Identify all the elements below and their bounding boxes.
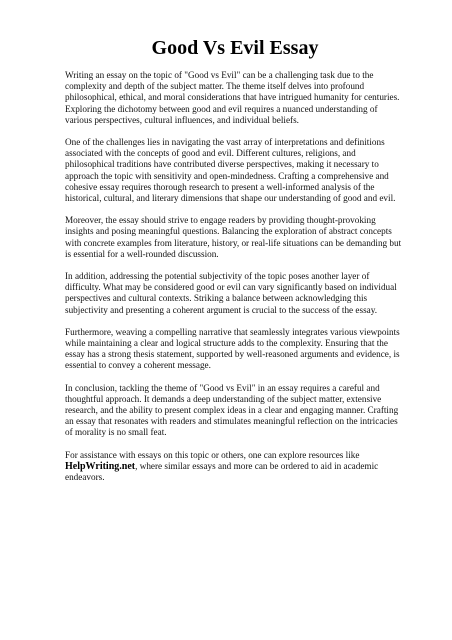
paragraph-closing — [65, 450, 405, 484]
paragraph-challenges: One of the challenges lies in navigating the vast array of interpretations and definitions associated with the concepts of good and evil. Different cultures, religions, and philosophical traditions have contributed diverse perspectives, making it necessary to approach the topic with sensitivity and open-mindedness. Crafting a comprehensive and cohesive essay requires thorough research to present a well-informed analysis of the historical, cultural, and literary dimensions that shape our understanding of good and evil. — [65, 137, 396, 204]
closing-text-after: , where similar essays and more can be ordered to aid in academic endeavors. — [65, 460, 379, 483]
paragraph-conclusion: In conclusion, tackling the theme of "Good vs Evil" in an essay requires a careful and thoughtful approach. It demands a deep understanding of the subject matter, extensive research, and the ability to present complex ideas in a clear and engaging manner. Crafting an essay that resonates with readers and stimulates meaningful reflection on the intricacies of morality is no small feat. — [65, 382, 399, 438]
closing-text-before: For assistance with essays on this topic or others, one can explore resources like — [65, 449, 360, 460]
paragraph-narrative: Furthermore, weaving a compelling narrative that seamlessly integrates various viewpoints while maintaining a clear and logical structure adds to the complexity. Ensuring that the essay has a strong thesis statement, supported by well-reasoned arguments and evidence, is essential to convey a coherent message. — [65, 326, 400, 371]
page-title: Good Vs Evil Essay — [151, 37, 319, 59]
helpwriting-link[interactable]: HelpWriting.net — [65, 460, 136, 472]
paragraph-intro: Writing an essay on the topic of "Good vs Evil" can be a challenging task due to the complexity and depth of the subject matter. The theme itself delves into profound philosophical, ethical, and moral considerations that have intrigued humanity for centuries. Exploring the dichotomy between good and evil requires a nuanced understanding of various perspectives, cultural influences, and individual beliefs. — [65, 70, 400, 125]
paragraph-subjectivity: In addition, addressing the potential subjectivity of the topic poses another layer of difficulty. What may be considered good or evil can vary significantly based on individual perspectives and cultural contexts. Striking a balance between acknowledging this subjectivity and presenting a coherent argument is crucial to the success of the essay. — [65, 271, 397, 315]
paragraph-engagement: Moreover, the essay should strive to engage readers by providing thought-provoking insights and posing meaningful questions. Balancing the exploration of abstract concepts with concrete examples from literature, history, or real-life situations can be demanding but is essential for a well-rounded discussion. — [65, 215, 402, 259]
